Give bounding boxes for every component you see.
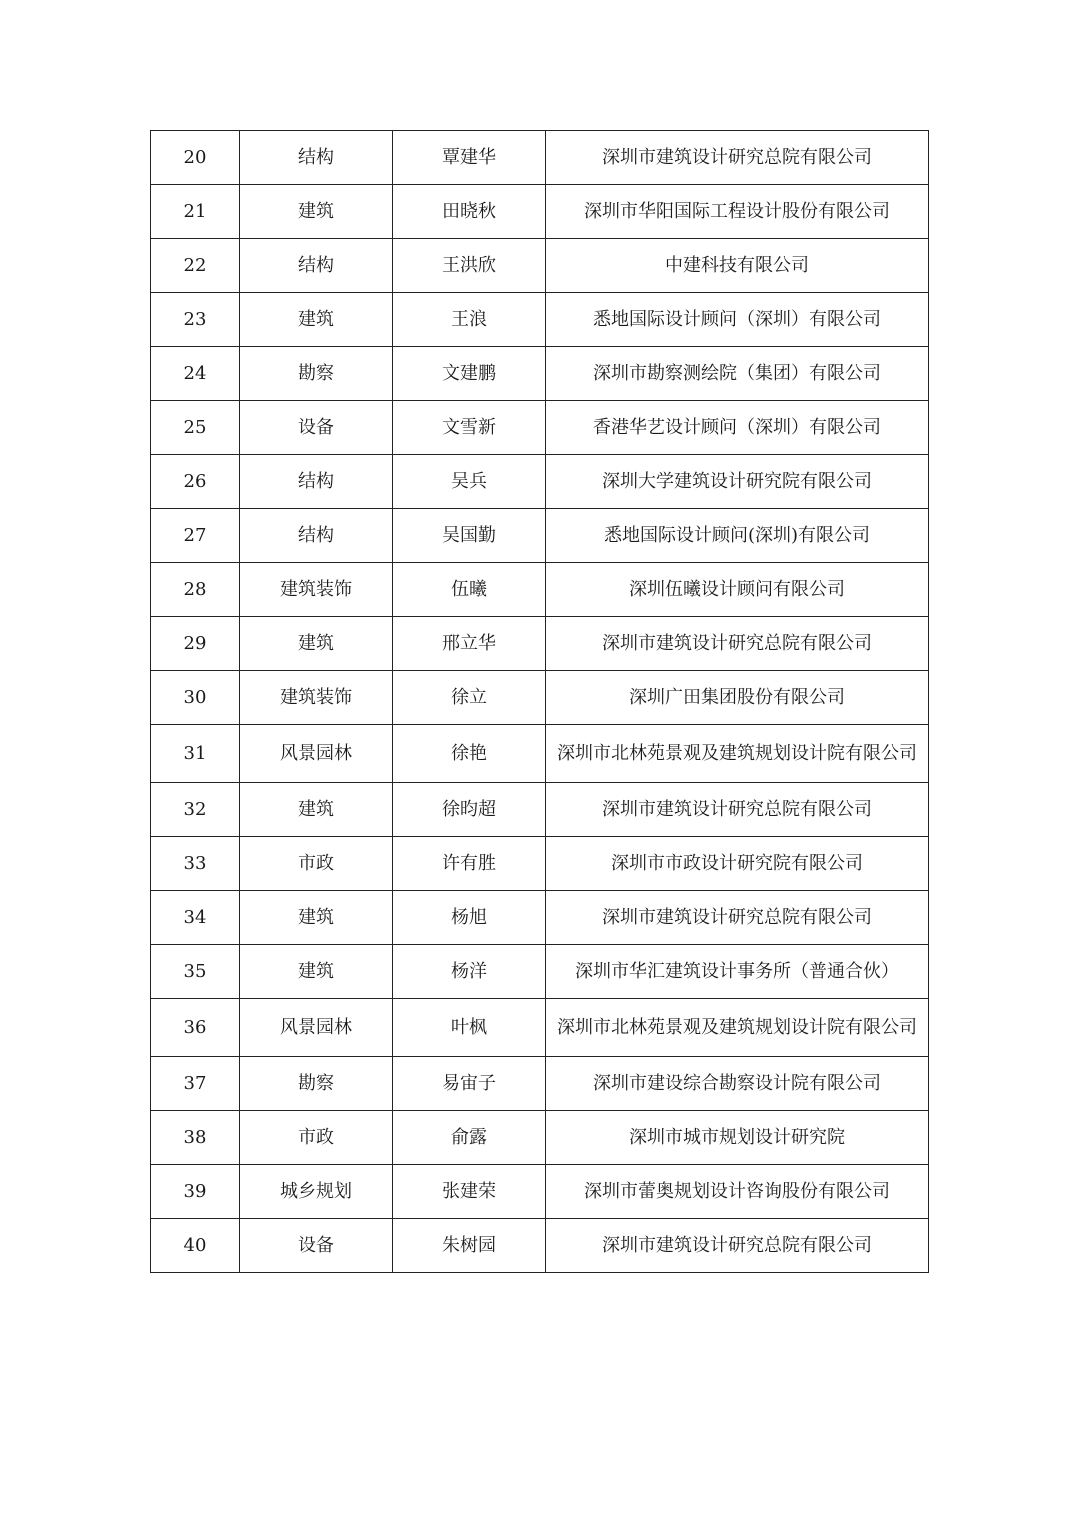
document-page	[150, 130, 928, 1273]
organization-cell: 深圳大学建筑设计研究院有限公司	[546, 455, 929, 509]
table-row	[151, 401, 929, 455]
discipline-cell: 勘察	[240, 1057, 393, 1111]
row-number-cell: 40	[151, 1219, 240, 1273]
organization-cell: 深圳市建筑设计研究总院有限公司	[546, 617, 929, 671]
discipline-cell: 风景园林	[240, 725, 393, 783]
organization-cell: 深圳市北林苑景观及建筑规划设计院有限公司	[546, 725, 929, 783]
table-row	[151, 1057, 929, 1111]
organization-cell: 深圳市建设综合勘察设计院有限公司	[546, 1057, 929, 1111]
row-number-cell: 38	[151, 1111, 240, 1165]
discipline-cell: 建筑	[240, 891, 393, 945]
person-name-cell: 杨洋	[393, 945, 546, 999]
organization-cell: 深圳伍曦设计顾问有限公司	[546, 563, 929, 617]
row-number-cell: 22	[151, 239, 240, 293]
row-number-cell: 28	[151, 563, 240, 617]
person-name-cell: 杨旭	[393, 891, 546, 945]
row-number-cell: 36	[151, 999, 240, 1057]
discipline-cell: 市政	[240, 1111, 393, 1165]
person-name-cell: 文雪新	[393, 401, 546, 455]
row-number-cell: 32	[151, 783, 240, 837]
table-row	[151, 185, 929, 239]
organization-cell: 深圳市华汇建筑设计事务所（普通合伙）	[546, 945, 929, 999]
row-number-cell: 29	[151, 617, 240, 671]
person-name-cell: 徐立	[393, 671, 546, 725]
person-name-cell: 俞露	[393, 1111, 546, 1165]
table-row	[151, 455, 929, 509]
person-name-cell: 覃建华	[393, 131, 546, 185]
person-name-cell: 徐昀超	[393, 783, 546, 837]
discipline-cell: 结构	[240, 509, 393, 563]
table-row	[151, 131, 929, 185]
table-row	[151, 671, 929, 725]
row-number-cell: 30	[151, 671, 240, 725]
table-row	[151, 999, 929, 1057]
row-number-cell: 35	[151, 945, 240, 999]
organization-cell: 深圳市北林苑景观及建筑规划设计院有限公司	[546, 999, 929, 1057]
discipline-cell: 建筑	[240, 293, 393, 347]
table-row	[151, 783, 929, 837]
expert-roster-table	[150, 130, 929, 1273]
person-name-cell: 吴国勤	[393, 509, 546, 563]
discipline-cell: 建筑	[240, 783, 393, 837]
table-row	[151, 1165, 929, 1219]
person-name-cell: 朱树园	[393, 1219, 546, 1273]
discipline-cell: 设备	[240, 401, 393, 455]
person-name-cell: 吴兵	[393, 455, 546, 509]
discipline-cell: 建筑	[240, 185, 393, 239]
row-number-cell: 24	[151, 347, 240, 401]
organization-cell: 深圳市勘察测绘院（集团）有限公司	[546, 347, 929, 401]
discipline-cell: 建筑装饰	[240, 563, 393, 617]
person-name-cell: 易宙子	[393, 1057, 546, 1111]
person-name-cell: 张建荣	[393, 1165, 546, 1219]
table-row	[151, 725, 929, 783]
discipline-cell: 建筑	[240, 617, 393, 671]
discipline-cell: 市政	[240, 837, 393, 891]
person-name-cell: 王浪	[393, 293, 546, 347]
roster-table-body	[151, 131, 929, 1273]
organization-cell: 深圳市建筑设计研究总院有限公司	[546, 783, 929, 837]
person-name-cell: 王洪欣	[393, 239, 546, 293]
discipline-cell: 建筑装饰	[240, 671, 393, 725]
organization-cell: 深圳市蕾奥规划设计咨询股份有限公司	[546, 1165, 929, 1219]
row-number-cell: 33	[151, 837, 240, 891]
discipline-cell: 风景园林	[240, 999, 393, 1057]
row-number-cell: 31	[151, 725, 240, 783]
discipline-cell: 设备	[240, 1219, 393, 1273]
row-number-cell: 21	[151, 185, 240, 239]
discipline-cell: 结构	[240, 455, 393, 509]
table-row	[151, 239, 929, 293]
person-name-cell: 邢立华	[393, 617, 546, 671]
table-row	[151, 1111, 929, 1165]
person-name-cell: 许有胜	[393, 837, 546, 891]
table-row	[151, 509, 929, 563]
person-name-cell: 文建鹏	[393, 347, 546, 401]
discipline-cell: 结构	[240, 131, 393, 185]
organization-cell: 中建科技有限公司	[546, 239, 929, 293]
row-number-cell: 20	[151, 131, 240, 185]
row-number-cell: 39	[151, 1165, 240, 1219]
table-row	[151, 1219, 929, 1273]
organization-cell: 深圳市建筑设计研究总院有限公司	[546, 891, 929, 945]
person-name-cell: 伍曦	[393, 563, 546, 617]
organization-cell: 深圳市建筑设计研究总院有限公司	[546, 131, 929, 185]
discipline-cell: 结构	[240, 239, 393, 293]
table-row	[151, 617, 929, 671]
row-number-cell: 26	[151, 455, 240, 509]
person-name-cell: 徐艳	[393, 725, 546, 783]
organization-cell: 深圳广田集团股份有限公司	[546, 671, 929, 725]
organization-cell: 悉地国际设计顾问(深圳)有限公司	[546, 509, 929, 563]
table-row	[151, 347, 929, 401]
row-number-cell: 23	[151, 293, 240, 347]
row-number-cell: 37	[151, 1057, 240, 1111]
table-row	[151, 563, 929, 617]
table-row	[151, 837, 929, 891]
table-row	[151, 945, 929, 999]
organization-cell: 深圳市华阳国际工程设计股份有限公司	[546, 185, 929, 239]
organization-cell: 深圳市建筑设计研究总院有限公司	[546, 1219, 929, 1273]
organization-cell: 悉地国际设计顾问（深圳）有限公司	[546, 293, 929, 347]
organization-cell: 深圳市城市规划设计研究院	[546, 1111, 929, 1165]
discipline-cell: 建筑	[240, 945, 393, 999]
row-number-cell: 27	[151, 509, 240, 563]
organization-cell: 香港华艺设计顾问（深圳）有限公司	[546, 401, 929, 455]
row-number-cell: 25	[151, 401, 240, 455]
person-name-cell: 叶枫	[393, 999, 546, 1057]
row-number-cell: 34	[151, 891, 240, 945]
person-name-cell: 田晓秋	[393, 185, 546, 239]
discipline-cell: 勘察	[240, 347, 393, 401]
organization-cell: 深圳市市政设计研究院有限公司	[546, 837, 929, 891]
table-row	[151, 891, 929, 945]
discipline-cell: 城乡规划	[240, 1165, 393, 1219]
table-row	[151, 293, 929, 347]
